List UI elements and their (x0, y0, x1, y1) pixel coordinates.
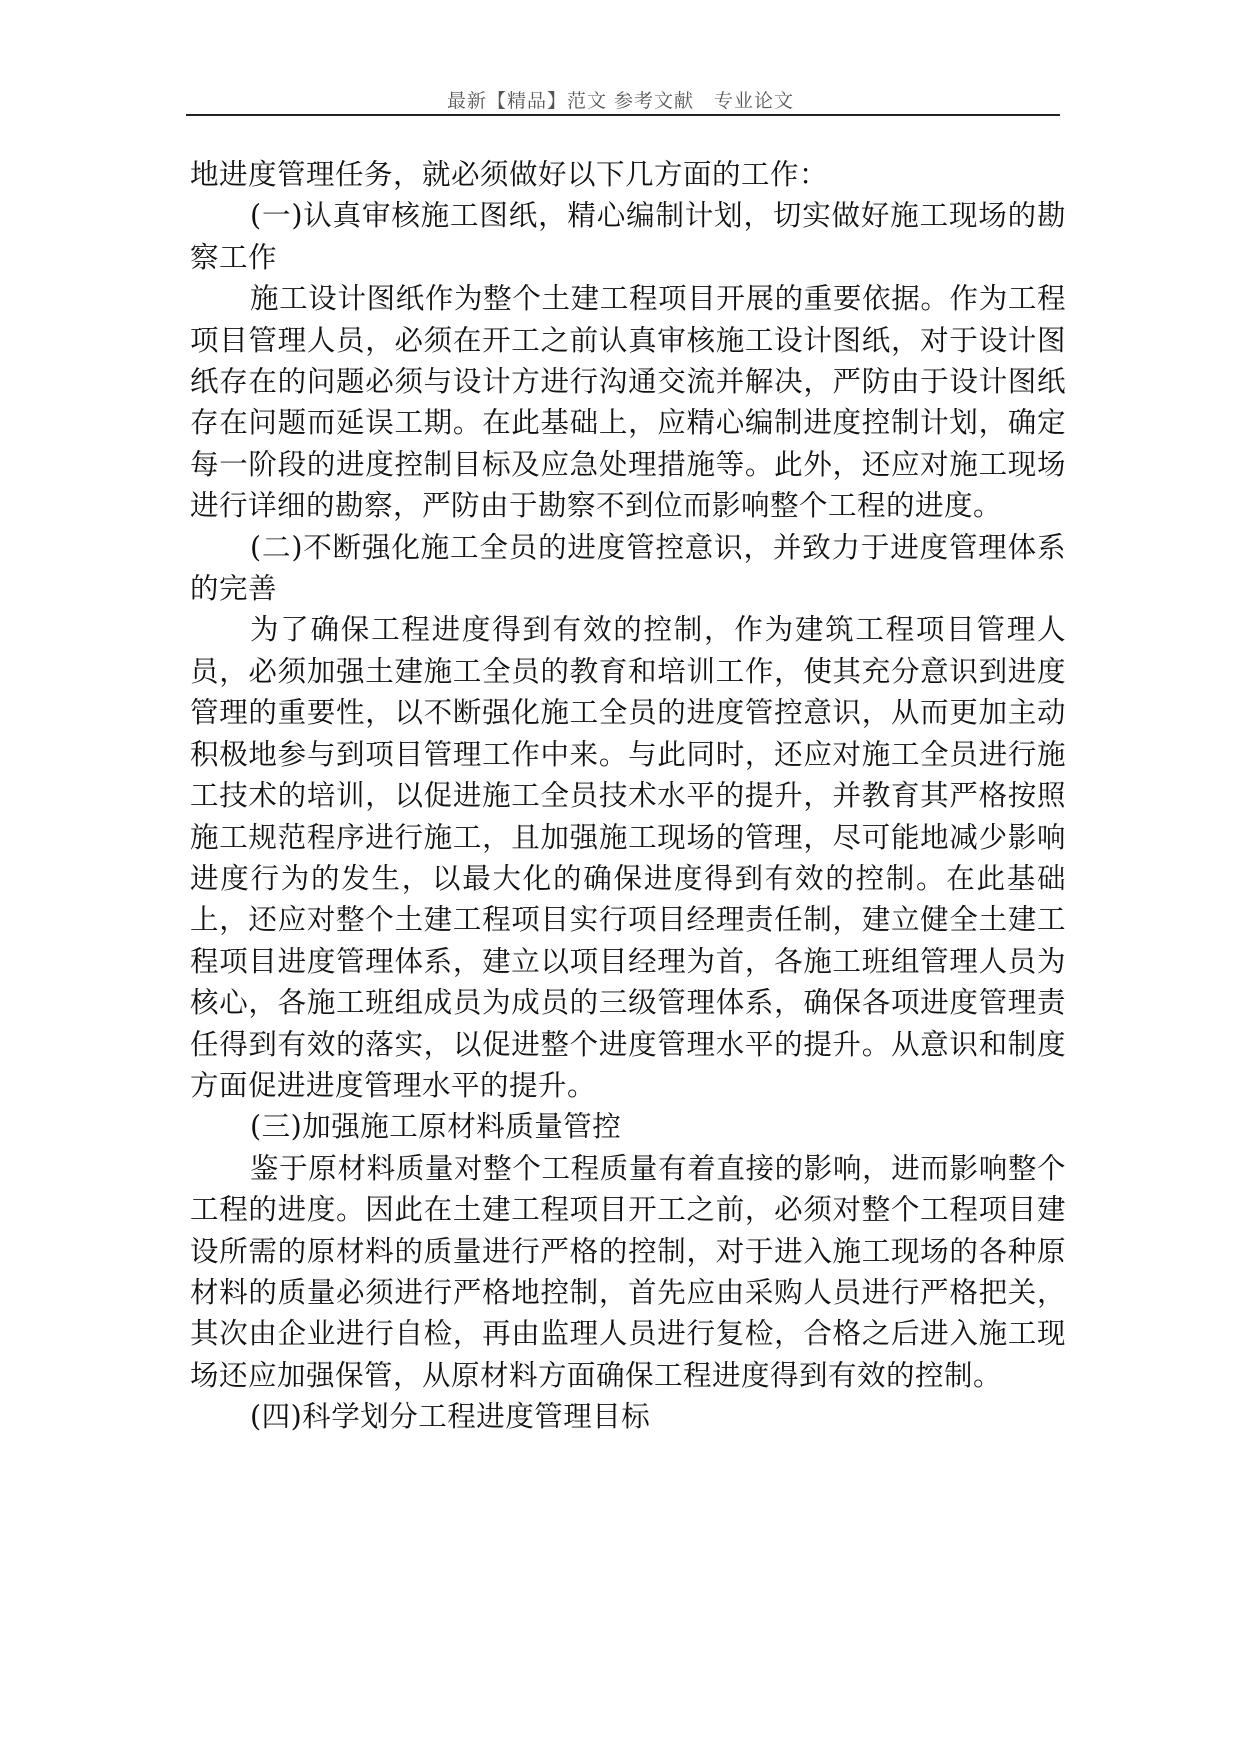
section-heading-4: (四)科学划分工程进度管理目标 (250, 1400, 651, 1434)
document-body (190, 154, 1066, 1438)
paragraph-section-1: 施工设计图纸作为整个土建工程项目开展的重要依据。作为工程项目管理人员，必须在开工之前认真审核施工设计图纸，对于设计图纸存在的问题必须与设计方进行沟通交流并解决，严防由于设计图纸存在问题而延误工期。在此基础上，应精心编制进度控制计划，确定每一阶段的进度控制目标及应急处理措施等。此外，还应对施工现场进行详细的勘察，严防由于勘察不到位而影响整个工程的进度。 (190, 282, 1066, 523)
paragraph-section-3: 鉴于原材料质量对整个工程质量有着直接的影响，进而影响整个工程的进度。因此在土建工程项目开工之前，必须对整个工程项目建设所需的原材料的质量进行严格的控制，对于进入施工现场的各种原材料的质量必须进行严格地控制，首先应由采购人员进行严格把关，其次由企业进行自检，再由监理人员进行复检，合格之后进入施工现场还应加强保管，从原材料方面确保工程进度得到有效的控制。 (190, 1151, 1066, 1392)
section-heading-2: (二)不断强化施工全员的进度管控意识，并致力于进度管理体系的完善 (190, 530, 1066, 606)
paragraph-continuation: 地进度管理任务，就必须做好以下几方面的工作： (190, 158, 829, 191)
section-heading-1: (一)认真审核施工图纸，精心编制计划，切实做好施工现场的勘察工作 (190, 199, 1066, 274)
header-rule (186, 114, 1060, 116)
paragraph-section-2: 为了确保工程进度得到有效的控制，作为建筑工程项目管理人员，必须加强土建施工全员的教育和培训工作，使其充分意识到进度管理的重要性，以不断强化施工全员的进度管控意识，从而更加主动积极地参与到项目管理工作中来。与此同时，还应对施工全员进行施工技术的培训，以促进施工全员技术水平的提升，并教育其严格按照施工规范程序进行施工，且加强施工现场的管理，尽可能地减少影响进度行为的发生，以最大化的确保进度得到有效的控制。在此基础上，还应对整个土建工程项目实行项目经理责任制，建立健全土建工程项目进度管理体系，建立以项目经理为首，各施工班组管理人员为核心，各施工班组成员为成员的三级管理体系，确保各项进度管理责任得到有效的落实，以促进整个进度管理水平的提升。从意识和制度方面促进进度管理水平的提升。 (190, 613, 1066, 1102)
page-header: 最新【精品】范文 参考文献 专业论文 (446, 90, 795, 112)
section-heading-3: (三)加强施工原材料质量管控 (250, 1110, 622, 1144)
